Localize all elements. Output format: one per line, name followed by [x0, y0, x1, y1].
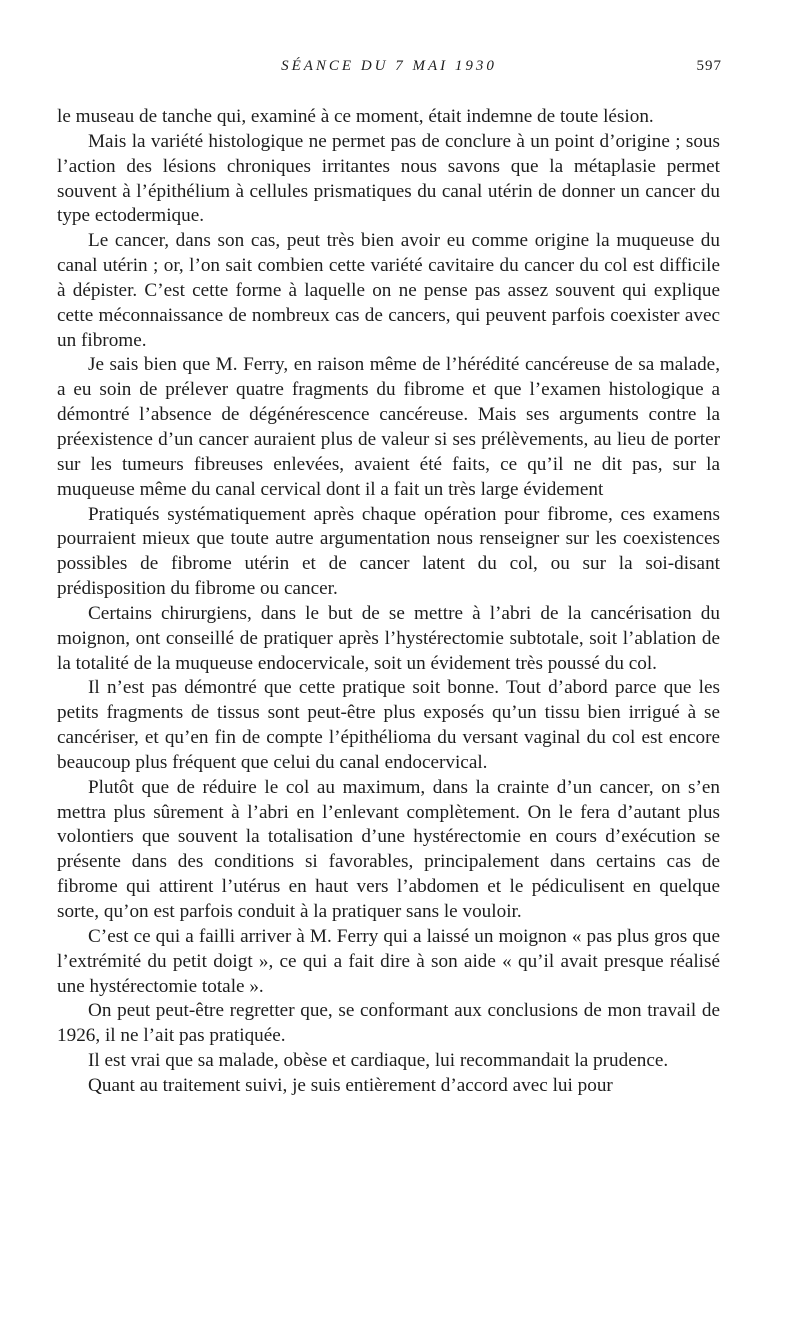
- paragraph: Plutôt que de réduire le col au maximum, dans la crainte d’un cancer, on s’en mettra plus sûrement à l’abri en l’enlevant complètement. On le fera d’autant plus volontiers que souvent la totalisation d’une hystérectomie en cours d’exécution se présente dans des conditions si favorables, principalement dans certains cas de fibrome qui attirent l’utérus en haut vers l’abdomen et le pédiculisent en quelque sorte, qu’on est parfois conduit à la pratiquer sans le vouloir.: [57, 776, 720, 922]
- paragraph: Mais la variété histologique ne permet pas de conclure à un point d’origine ; sous l’action des lésions chroniques irritantes nous savons que la métaplasie permet souvent à l’épithélium à cellules prismatiques du canal utérin de donner un cancer du type ectodermique.: [57, 130, 720, 227]
- paragraph: Certains chirurgiens, dans le but de se mettre à l’abri de la cancérisation du moignon, ont conseillé de pratiquer après l’hystérectomie subtotale, soit l’ablation de la totalité de la muqueuse endocervicale, soit un évidement très poussé du col.: [57, 602, 720, 674]
- paragraph: Pratiqués systématiquement après chaque opération pour fibrome, ces examens pourraient mieux que toute autre argumentation nous renseigner sur les coexistences possibles de fibrome utérin et de cancer latent du col, ou sur la soi-disant prédisposition du fibrome ou cancer.: [57, 503, 720, 600]
- body-text: [57, 105, 720, 1099]
- paragraph: Le cancer, dans son cas, peut très bien avoir eu comme origine la muqueuse du canal utérin ; or, l’on sait combien cette variété cavitaire du cancer du col est difficile à dépister. C’est cette forme à laquelle on ne pense pas assez souvent qui explique cette méconnaissance de nombreux cas de cancers, qui peuvent parfois coexister avec un fibrome.: [57, 230, 720, 351]
- running-head: [56, 58, 722, 88]
- page-number: 597: [696, 58, 722, 74]
- paragraph: Il est vrai que sa malade, obèse et cardiaque, lui recommandait la prudence.: [88, 1050, 669, 1072]
- paragraph: On peut peut-être regretter que, se conformant aux conclusions de mon travail de 1926, il ne l’ait pas pratiquée.: [57, 1000, 720, 1047]
- paragraph: Je sais bien que M. Ferry, en raison même de l’hérédité cancéreuse de sa malade, a eu soin de prélever quatre fragments du fibrome et que l’examen histologique a démontré l’absence de dégénérescence cancéreuse. Mais ses arguments contre la préexistence d’un cancer auraient plus de valeur si ses prélèvements, au lieu de porter sur les tumeurs fibreuses enlevées, avaient été faits, ce qu’il ne dit pas, sur la muqueuse même du canal cervical dont il a fait un très large évidement: [57, 354, 720, 500]
- running-title: SÉANCE DU 7 MAI 1930: [281, 58, 497, 74]
- paragraph: Quant au traitement suivi, je suis entièrement d’accord avec lui pour: [88, 1074, 613, 1096]
- paragraph: Il n’est pas démontré que cette pratique soit bonne. Tout d’abord parce que les petits fragments de tissus sont peut-être plus exposés qu’un tissu bien irrigué à se cancériser, et qu’en fin de compte l’épithélioma du versant vaginal du col est encore beaucoup plus fréquent que celui du canal endocervical.: [57, 677, 720, 773]
- paragraph-continuation: le museau de tanche qui, examiné à ce moment, était indemne de toute lésion.: [57, 106, 654, 127]
- paragraph: C’est ce qui a failli arriver à M. Ferry qui a laissé un moignon « pas plus gros que l’extrémité du petit doigt », ce qui a fait dire à son aide « qu’il avait presque réalisé une hystérectomie totale ».: [57, 925, 720, 997]
